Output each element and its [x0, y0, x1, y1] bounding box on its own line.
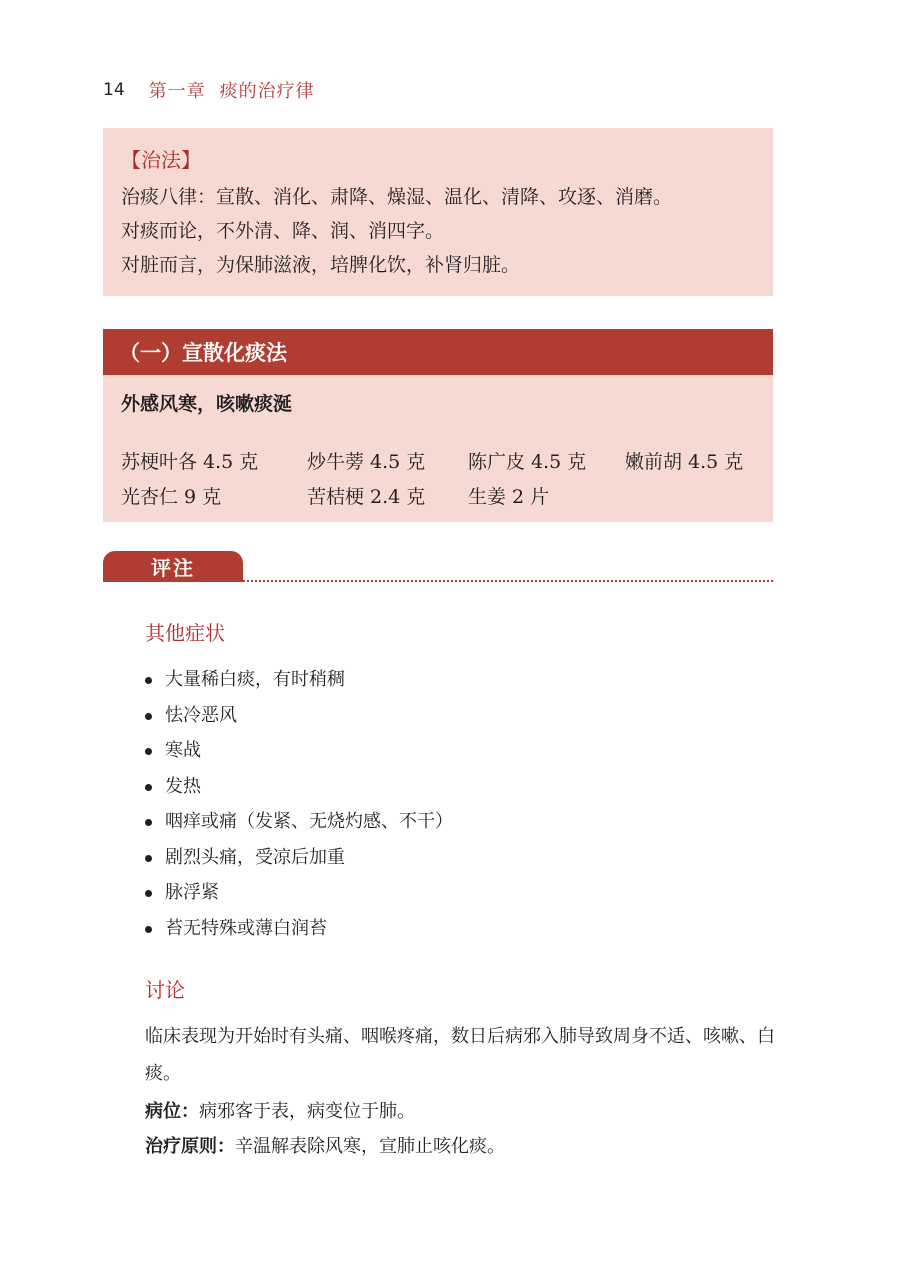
- method-box: [103, 329, 773, 522]
- location-text: 病邪客于表，病变位于肺。: [199, 1101, 415, 1122]
- treatment-rules-box: [103, 128, 773, 296]
- method-title: （一）宣散化痰法: [119, 341, 287, 365]
- symptoms-heading: 其他症状: [145, 621, 225, 645]
- page-number: 14: [103, 80, 125, 100]
- comment-tab-label: 评注: [151, 556, 195, 580]
- bullet-icon: [145, 926, 152, 933]
- symptom-item: [145, 879, 453, 915]
- bullet-icon: [145, 677, 152, 684]
- bullet-icon: [145, 855, 152, 862]
- symptom-text: 剧烈头痛，受凉后加重: [165, 846, 345, 868]
- principle-text: 辛温解表除风寒，宣肺止咳化痰。: [235, 1136, 505, 1157]
- symptom-list: [145, 666, 453, 950]
- bullet-icon: [145, 784, 152, 791]
- symptom-text: 怯冷恶风: [165, 704, 237, 726]
- herb-item: 陈广皮 4.5 克: [468, 451, 587, 473]
- symptom-text: 咽痒或痛（发紧、无烧灼感、不干）: [165, 811, 453, 832]
- herb-item: 苦桔梗 2.4 克: [307, 486, 426, 508]
- symptom-item: [145, 844, 453, 880]
- chapter-label: 第一章: [148, 81, 206, 102]
- comment-tab: [103, 551, 243, 582]
- symptom-item: [145, 808, 453, 844]
- principle-line: [145, 1128, 775, 1165]
- chapter-heading: [149, 77, 315, 103]
- bullet-icon: [145, 819, 152, 826]
- chapter-title: 痰的治疗律: [219, 81, 315, 102]
- symptom-text: 发热: [165, 775, 201, 797]
- symptom-item: [145, 702, 453, 738]
- herb-item: 苏梗叶各 4.5 克: [121, 451, 259, 473]
- symptom-text: 苔无特殊或薄白润苔: [165, 917, 327, 939]
- herb-item: 嫩前胡 4.5 克: [625, 451, 744, 473]
- treatment-rule-line: 治痰八律：宣散、消化、肃降、燥湿、温化、清降、攻逐、消磨。: [121, 186, 673, 208]
- herb-item: 炒牛蒡 4.5 克: [307, 451, 426, 473]
- discussion-heading: 讨论: [145, 978, 185, 1002]
- bullet-icon: [145, 890, 152, 897]
- treatment-rule-line: 对脏而言，为保肺滋液，培脾化饮，补肾归脏。: [121, 254, 521, 276]
- symptom-item: [145, 915, 453, 951]
- location-line: [145, 1093, 775, 1130]
- symptom-text: 寒战: [165, 740, 201, 761]
- treatment-rules-title: 【治法】: [121, 148, 201, 172]
- running-header: [103, 77, 315, 103]
- herb-item: 生姜 2 片: [468, 486, 550, 508]
- comment-divider: [243, 580, 773, 582]
- discussion-paragraph: [145, 1018, 775, 1092]
- herb-item: 光杏仁 9 克: [121, 486, 222, 508]
- symptom-text: 脉浮紧: [165, 882, 219, 903]
- symptom-item: [145, 773, 453, 809]
- bullet-icon: [145, 713, 152, 720]
- method-title-bar: [103, 329, 773, 375]
- principle-label: 治疗原则：: [145, 1136, 235, 1157]
- bullet-icon: [145, 748, 152, 755]
- treatment-rule-line: 对痰而论，不外清、降、润、消四字。: [121, 220, 445, 242]
- location-label: 病位：: [145, 1101, 199, 1122]
- symptom-item: [145, 666, 453, 702]
- discussion-text: 临床表现为开始时有头痛、咽喉疼痛，数日后病邪入肺导致周身不适、咳嗽、白痰。: [145, 1026, 775, 1084]
- symptom-item: [145, 737, 453, 773]
- method-indication: 外感风寒，咳嗽痰涎: [121, 393, 293, 415]
- symptom-text: 大量稀白痰，有时稍稠: [165, 669, 345, 690]
